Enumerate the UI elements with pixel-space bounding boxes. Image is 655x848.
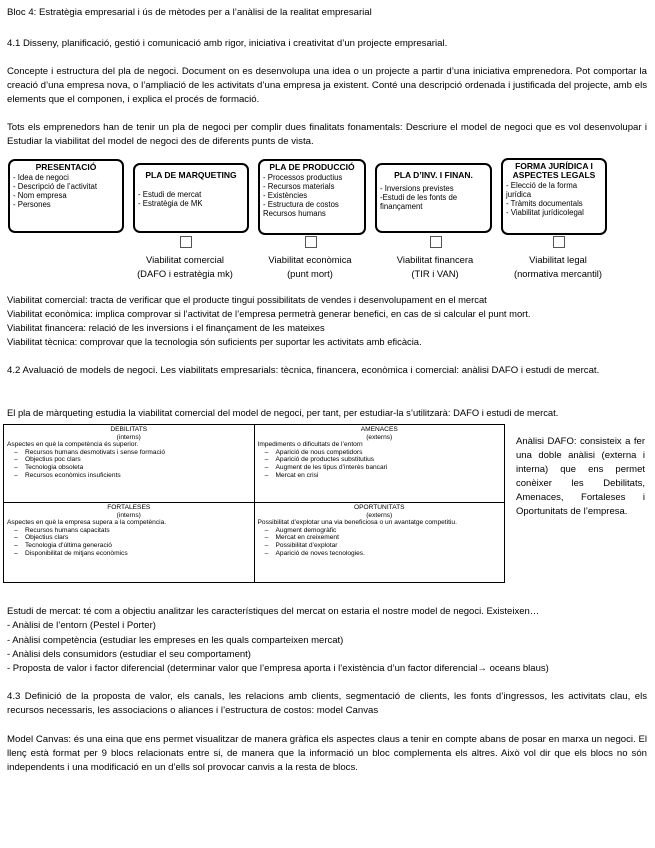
viab-economic-def: Viabilitat econòmica: implica comprovar si l’activitat de l’empresa permetrà generar benefici, en cas de si calcular el punt mort. <box>7 308 531 319</box>
box-title: FORMA JURÍDICA I ASPECTES LEGALS <box>512 161 596 180</box>
dafo-item: – Recursos humans desmotivats i sense formació <box>29 449 251 457</box>
dafo-oportunitats <box>254 503 505 583</box>
box-item: - Estratègia de MK <box>138 199 203 208</box>
box-item: - Inversions previstes <box>380 184 454 193</box>
estudi-item: - Anàlisi de l’entorn (Pestel i Porter) <box>7 620 156 632</box>
page-heading: Bloc 4: Estratègia empresarial i ús de mètodes per a l’anàlisi de la realitat empresarial <box>7 7 372 18</box>
dafo-sub: (interns) <box>116 433 141 441</box>
dafo-item: – Tecnologia d’última generació <box>29 542 251 550</box>
dafo-item: – Disponibilitat de mitjans econòmics <box>29 550 251 558</box>
viab-financial-def: Viabilitat financera: relació de les inversions i el finançament de les mateixes <box>7 322 325 333</box>
dafo-title: OPORTUNITATS <box>353 504 405 511</box>
estudi-item: - Anàlisi dels consumidors (estudiar el seu comportament) <box>7 648 251 660</box>
box-forma-juridica <box>501 158 607 235</box>
dafo-fortaleses <box>4 503 255 583</box>
estudi-intro: Estudi de mercat: té com a objectiu analitzar les característiques del mercat on estaria el nostre model de negoci. Existeixen… <box>7 606 540 617</box>
section-4-2-title: 4.2 Avaluació de models de negoci. Les viabilitats empresarials: tècnica, financera, econòmica i comercial: anàlisi DAFO i estudi de mercat. <box>7 365 600 376</box>
dafo-side-note: Anàlisi DAFO: consisteix a fer una doble anàlisi (externa i interna) que ens permet conèixer les Debilitats, Amenaces, Fortaleses i Oportunitats de l’empresa. <box>516 436 645 517</box>
box-item: - Descripció de l’activitat <box>13 182 98 191</box>
dafo-sub: (externs) <box>366 433 393 441</box>
viab-commercial-def: Viabilitat comercial: tracta de verificar que el producte tingui possibilitats de vendes i desenvolupament en el mercat <box>7 294 487 305</box>
viability-label <box>250 253 370 281</box>
viab-technical-def: Viabilitat tècnica: comprovar que la tecnologia són suficients per suportar les activitats amb eficàcia. <box>7 336 422 347</box>
dafo-item: – Aparició de productes substitutius <box>280 456 502 464</box>
box-item: - Nom empresa <box>13 191 67 200</box>
box-item: - Existències <box>263 191 308 200</box>
viability-name: Viabilitat legal <box>529 254 587 265</box>
dafo-item: – Objectius poc clars <box>29 456 251 464</box>
box-pla-inversio-finan <box>375 163 492 233</box>
dafo-table <box>3 424 505 583</box>
box-title: PLA DE MARQUETING <box>145 170 237 180</box>
viability-method: (TIR i VAN) <box>411 268 459 279</box>
dafo-desc: Aspectes en què la competència és superior. <box>7 441 139 449</box>
dafo-item: – Tecnologia obsoleta <box>29 464 251 472</box>
dafo-item: – Possibilitat d’explotar <box>280 542 502 550</box>
box-title: PLA DE PRODUCCIÓ <box>269 162 355 172</box>
concepte-paragraph: Concepte i estructura del pla de negoci. Document on es desenvolupa una idea o un projecte a partir d’una iniciativa emprenedora. Pot comportar la creació d’una empresa nova, o l’ampliació de les activitats d’una empresa ja existent. Conté una descripció ordenada i justificada del projecte, amb els elements que el componen, i explica el procés de formació. <box>7 66 647 105</box>
dafo-title: AMENACES <box>360 426 398 433</box>
dafo-debilitats <box>4 425 255 503</box>
dafo-desc: Impediments o dificultats de l’entorn <box>257 441 363 449</box>
dafo-sub: (interns) <box>116 511 141 519</box>
box-title: PLA D’INV. I FINAN. <box>394 170 473 180</box>
dafo-item: – Augment demogràfic <box>280 527 502 535</box>
arrow-placeholder-icon <box>553 236 565 248</box>
dafo-item: – Aparició de nous competidors <box>280 449 502 457</box>
viability-method: (normativa mercantil) <box>513 268 603 279</box>
canvas-paragraph: Model Canvas: és una eina que ens permet visualitzar de manera gràfica els aspectes claus a tenir en compte abans de posar en marxa un negoci. El llenç està format per 9 blocs relacionats entre si, de manera que la informació un bloc complementa els altres. Això vol dir que els blocs no són independents i una modificació en un d’ells sol provocar canvis a la resta de blocs. <box>7 734 647 773</box>
box-item: Recursos humans <box>263 209 326 218</box>
dafo-item: – Mercat en creixement <box>280 534 502 542</box>
box-item: -Estudi de les fonts de finançament <box>380 193 458 211</box>
dafo-item: – Mercat en crisi <box>280 472 502 480</box>
viability-name: Viabilitat econòmica <box>268 254 352 265</box>
pla-mk-paragraph: El pla de màrqueting estudia la viabilitat comercial del model de negoci, per tant, per estudiar-la s’utilitzarà: DAFO i estudi de mercat. <box>7 407 559 418</box>
dafo-item: – Augment de les tipus d’interès bancari <box>280 464 502 472</box>
box-item: - Persones <box>13 200 51 209</box>
box-item: - Estudi de mercat <box>138 190 202 199</box>
box-item: - Idea de negoci <box>13 173 69 182</box>
box-item: - Tràmits documentals <box>506 199 583 208</box>
box-pla-produccio <box>258 159 366 235</box>
estudi-item: - Proposta de valor i factor diferencial (determinar valor que l’empresa aporta i l’existència d’un factor diferencial→ oceans blaus) <box>7 663 549 675</box>
box-item: - Estructura de costos <box>263 200 339 209</box>
box-item: - Viabilitat jurídicolegal <box>506 208 584 217</box>
dafo-item: – Aparició de noves tecnologies. <box>280 550 502 558</box>
viability-label <box>498 253 618 281</box>
section-4-1-title: 4.1 Disseny, planificació, gestió i comunicació amb rigor, iniciativa i creativitat d’un projecte empresarial. <box>7 38 448 49</box>
dafo-desc: Possibilitat d’explotar una via beneficiosa o un avantatge competitiu. <box>257 519 457 527</box>
dafo-item: – Recursos econòmics insuficients <box>29 472 251 480</box>
viability-name: Viabilitat financera <box>396 254 474 265</box>
dafo-title: DEBILITATS <box>110 426 148 433</box>
arrow-placeholder-icon <box>430 236 442 248</box>
box-item: - Processos productius <box>263 173 343 182</box>
viability-name: Viabilitat comercial <box>146 254 224 265</box>
arrow-placeholder-icon <box>305 236 317 248</box>
box-presentacio <box>8 159 124 233</box>
arrow-placeholder-icon <box>180 236 192 248</box>
dafo-amenaces <box>254 425 505 503</box>
estudi-item: - Anàlisi competència (estudiar les empreses en les quals comparteixen mercat) <box>7 634 344 646</box>
dafo-desc: Aspectes en què la empresa supera a la competència. <box>7 519 167 527</box>
viability-label <box>375 253 495 281</box>
section-4-3-title: 4.3 Definició de la proposta de valor, els canals, les relacions amb clients, segmentació de clients, les fonts d’ingressos, les activitats clau, els recursos necessaris, les associacions o aliances i l’estructura de costos: model Canvas <box>7 691 647 716</box>
viability-method: (punt mort) <box>287 268 333 279</box>
box-pla-marqueting <box>133 163 249 233</box>
dafo-sub: (externs) <box>366 511 393 519</box>
box-title: PRESENTACIÓ <box>35 162 97 172</box>
viability-definitions <box>7 293 647 349</box>
estudi-mercat <box>7 605 647 676</box>
viability-method: (DAFO i estratègia mk) <box>137 268 233 279</box>
box-item: - Elecció de la forma jurídica <box>506 181 578 199</box>
tots-paragraph: Tots els emprenedors han de tenir un pla de negoci per complir dues finalitats fonamentals: Descriure el model de negoci que es vol desenvolupar i Estudiar la viabilitat del model de negoci des de diferents punts de vista. <box>7 122 647 147</box>
box-item: - Recursos materials <box>263 182 335 191</box>
dafo-item: – Recursos humans capacitats <box>29 527 251 535</box>
dafo-title: FORTALESES <box>107 504 151 511</box>
dafo-item: – Objectius clars <box>29 534 251 542</box>
viability-label <box>125 253 245 281</box>
